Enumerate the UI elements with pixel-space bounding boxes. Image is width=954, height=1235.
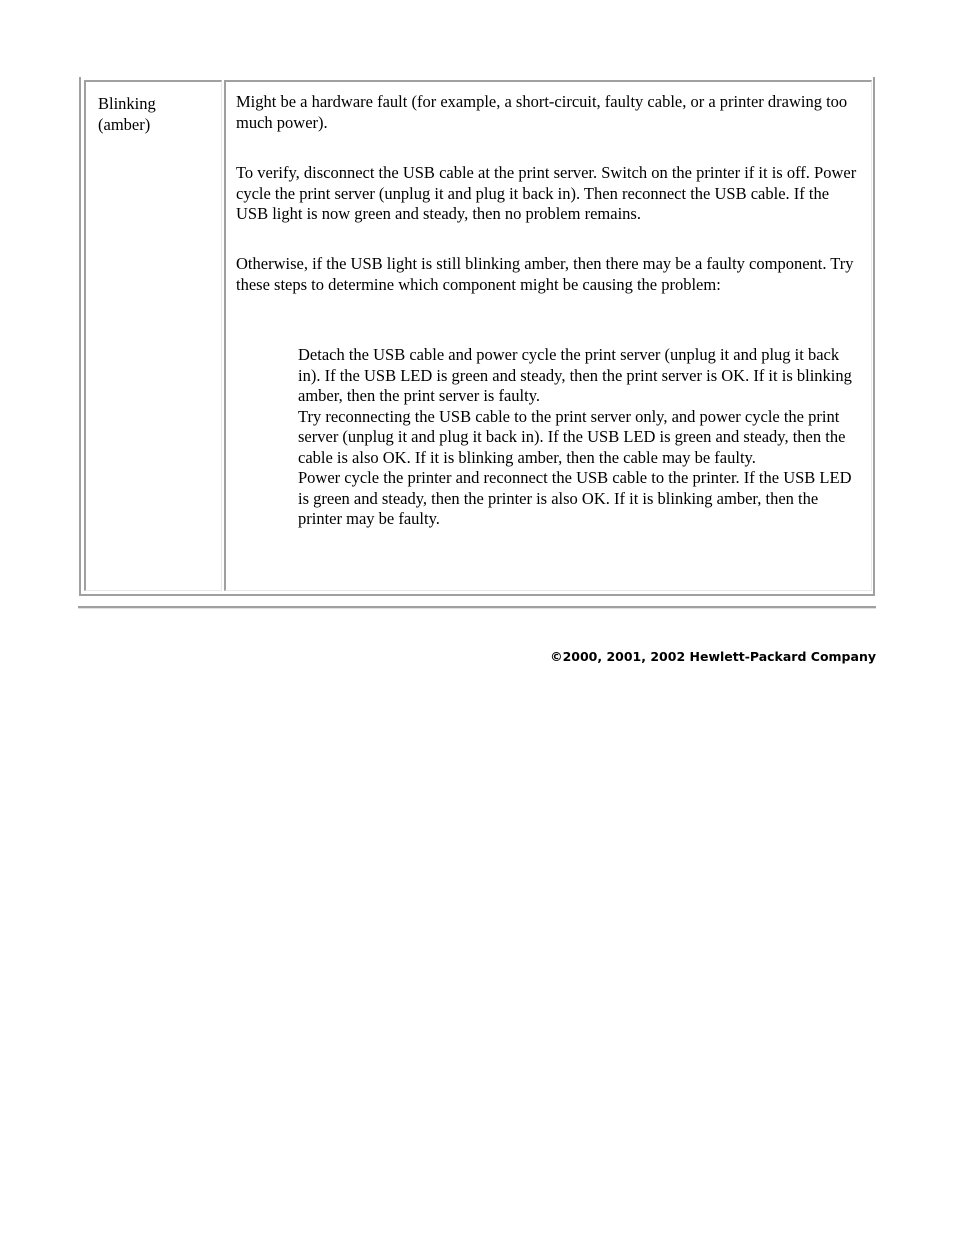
copyright-footer: ©2000, 2001, 2002 Hewlett-Packard Company <box>550 649 876 664</box>
list-item: Detach the USB cable and power cycle the print server (unplug it and plug it back in). If the USB LED is green and steady, then the print server is OK. If it is blinking amber, then the print server is faulty. <box>298 345 852 405</box>
troubleshooting-steps-list <box>298 345 864 530</box>
description-cell <box>224 80 872 591</box>
otherwise-paragraph: Otherwise, if the USB light is still blinking amber, then there may be a faulty component. Try these steps to determine which component might be causing the problem: <box>236 254 854 294</box>
verification-paragraph: To verify, disconnect the USB cable at the print server. Switch on the printer if it is off. Power cycle the print server (unplug it and plug it back in). Then reconnect the USB cable. If the USB light is now green and steady, then no problem remains. <box>236 163 857 223</box>
troubleshooting-table <box>79 77 875 596</box>
list-item: Power cycle the printer and reconnect the USB cable to the printer. If the USB LED is green and steady, then the printer is also OK. If it is blinking amber, then the printer may be faulty. <box>298 468 852 528</box>
status-label: Blinking (amber) <box>98 94 156 134</box>
description-paragraph: Might be a hardware fault (for example, a short-circuit, faulty cable, or a printer drawing too much power). <box>236 92 848 132</box>
horizontal-divider <box>78 606 876 609</box>
list-item: Try reconnecting the USB cable to the print server only, and power cycle the print server (unplug it and plug it back in). If the USB LED is green and steady, then the cable is also OK. If it is blinking amber, then the cable may be faulty. <box>298 406 846 467</box>
status-cell <box>84 80 222 591</box>
